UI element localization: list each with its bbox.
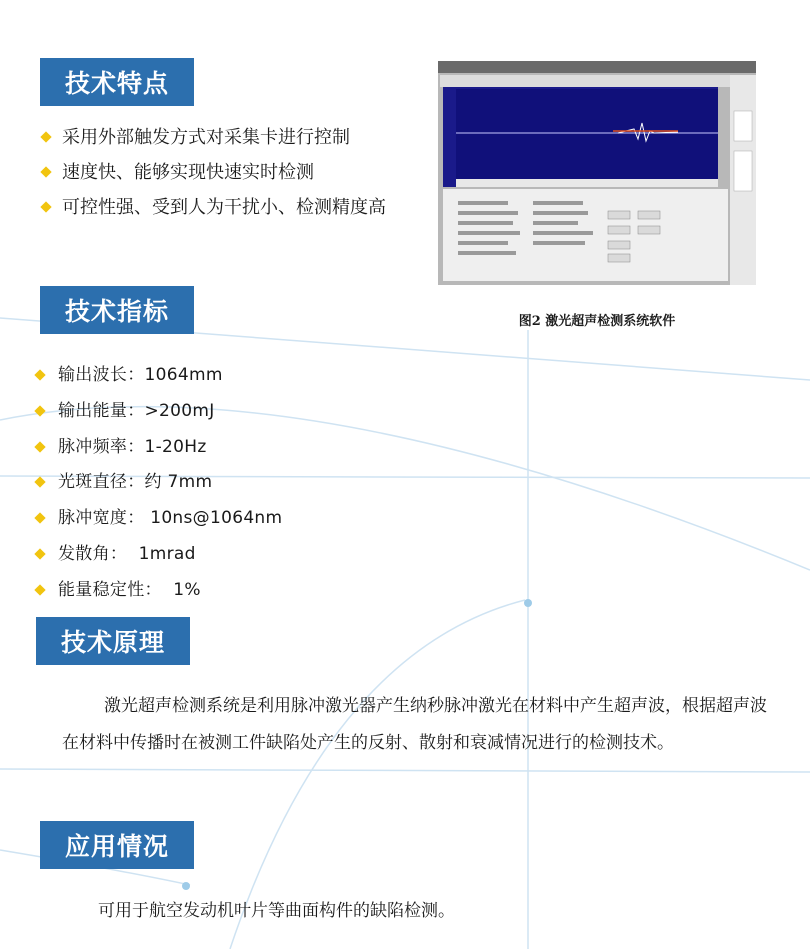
bullet-icon: [40, 166, 51, 177]
list-item: 可控性强、受到人为干扰小、检测精度高: [40, 190, 410, 225]
list-item: 采用外部触发方式对采集卡进行控制: [40, 120, 410, 155]
bullet-icon: [40, 201, 51, 212]
bullet-icon: [34, 369, 45, 380]
list-item: 脉冲频率：1-20Hz: [36, 430, 436, 466]
application-text: 可用于航空发动机叶片等曲面构件的缺陷检测。: [98, 901, 455, 921]
list-item: 发散角： 1mrad: [36, 537, 436, 573]
features-list: [40, 120, 410, 225]
list-item: 输出能量：>200mJ: [36, 394, 436, 430]
software-screenshot: [438, 61, 756, 285]
section-title-application: 应用情况: [40, 821, 194, 869]
list-item: 光斑直径：约 7mm: [36, 465, 436, 501]
bullet-icon: [34, 584, 45, 595]
bullet-icon: [40, 131, 51, 142]
bullet-icon: [34, 441, 45, 452]
section-title-specs: 技术指标: [40, 286, 194, 334]
screenshot-image: [438, 61, 756, 285]
list-item: 输出波长：1064mm: [36, 358, 436, 394]
list-item: 脉冲宽度： 10ns@1064nm: [36, 501, 436, 537]
list-item: 速度快、能够实现快速实时检测: [40, 155, 410, 190]
specs-list: [36, 358, 436, 609]
section-title-features: 技术特点: [40, 58, 194, 106]
list-item: 能量稳定性： 1%: [36, 573, 436, 609]
bullet-icon: [34, 548, 45, 559]
bullet-icon: [34, 477, 45, 488]
section-title-principle: 技术原理: [36, 617, 190, 665]
bullet-icon: [34, 405, 45, 416]
figure-caption: 图2 激光超声检测系统软件: [518, 314, 676, 329]
bullet-icon: [34, 513, 45, 524]
principle-text: 激光超声检测系统是利用脉冲激光器产生纳秒脉冲激光在材料中产生超声波，根据超声波在材料中传播时在被测工件缺陷处产生的反射、散射和衰减情况进行的检测技术。: [62, 696, 767, 753]
